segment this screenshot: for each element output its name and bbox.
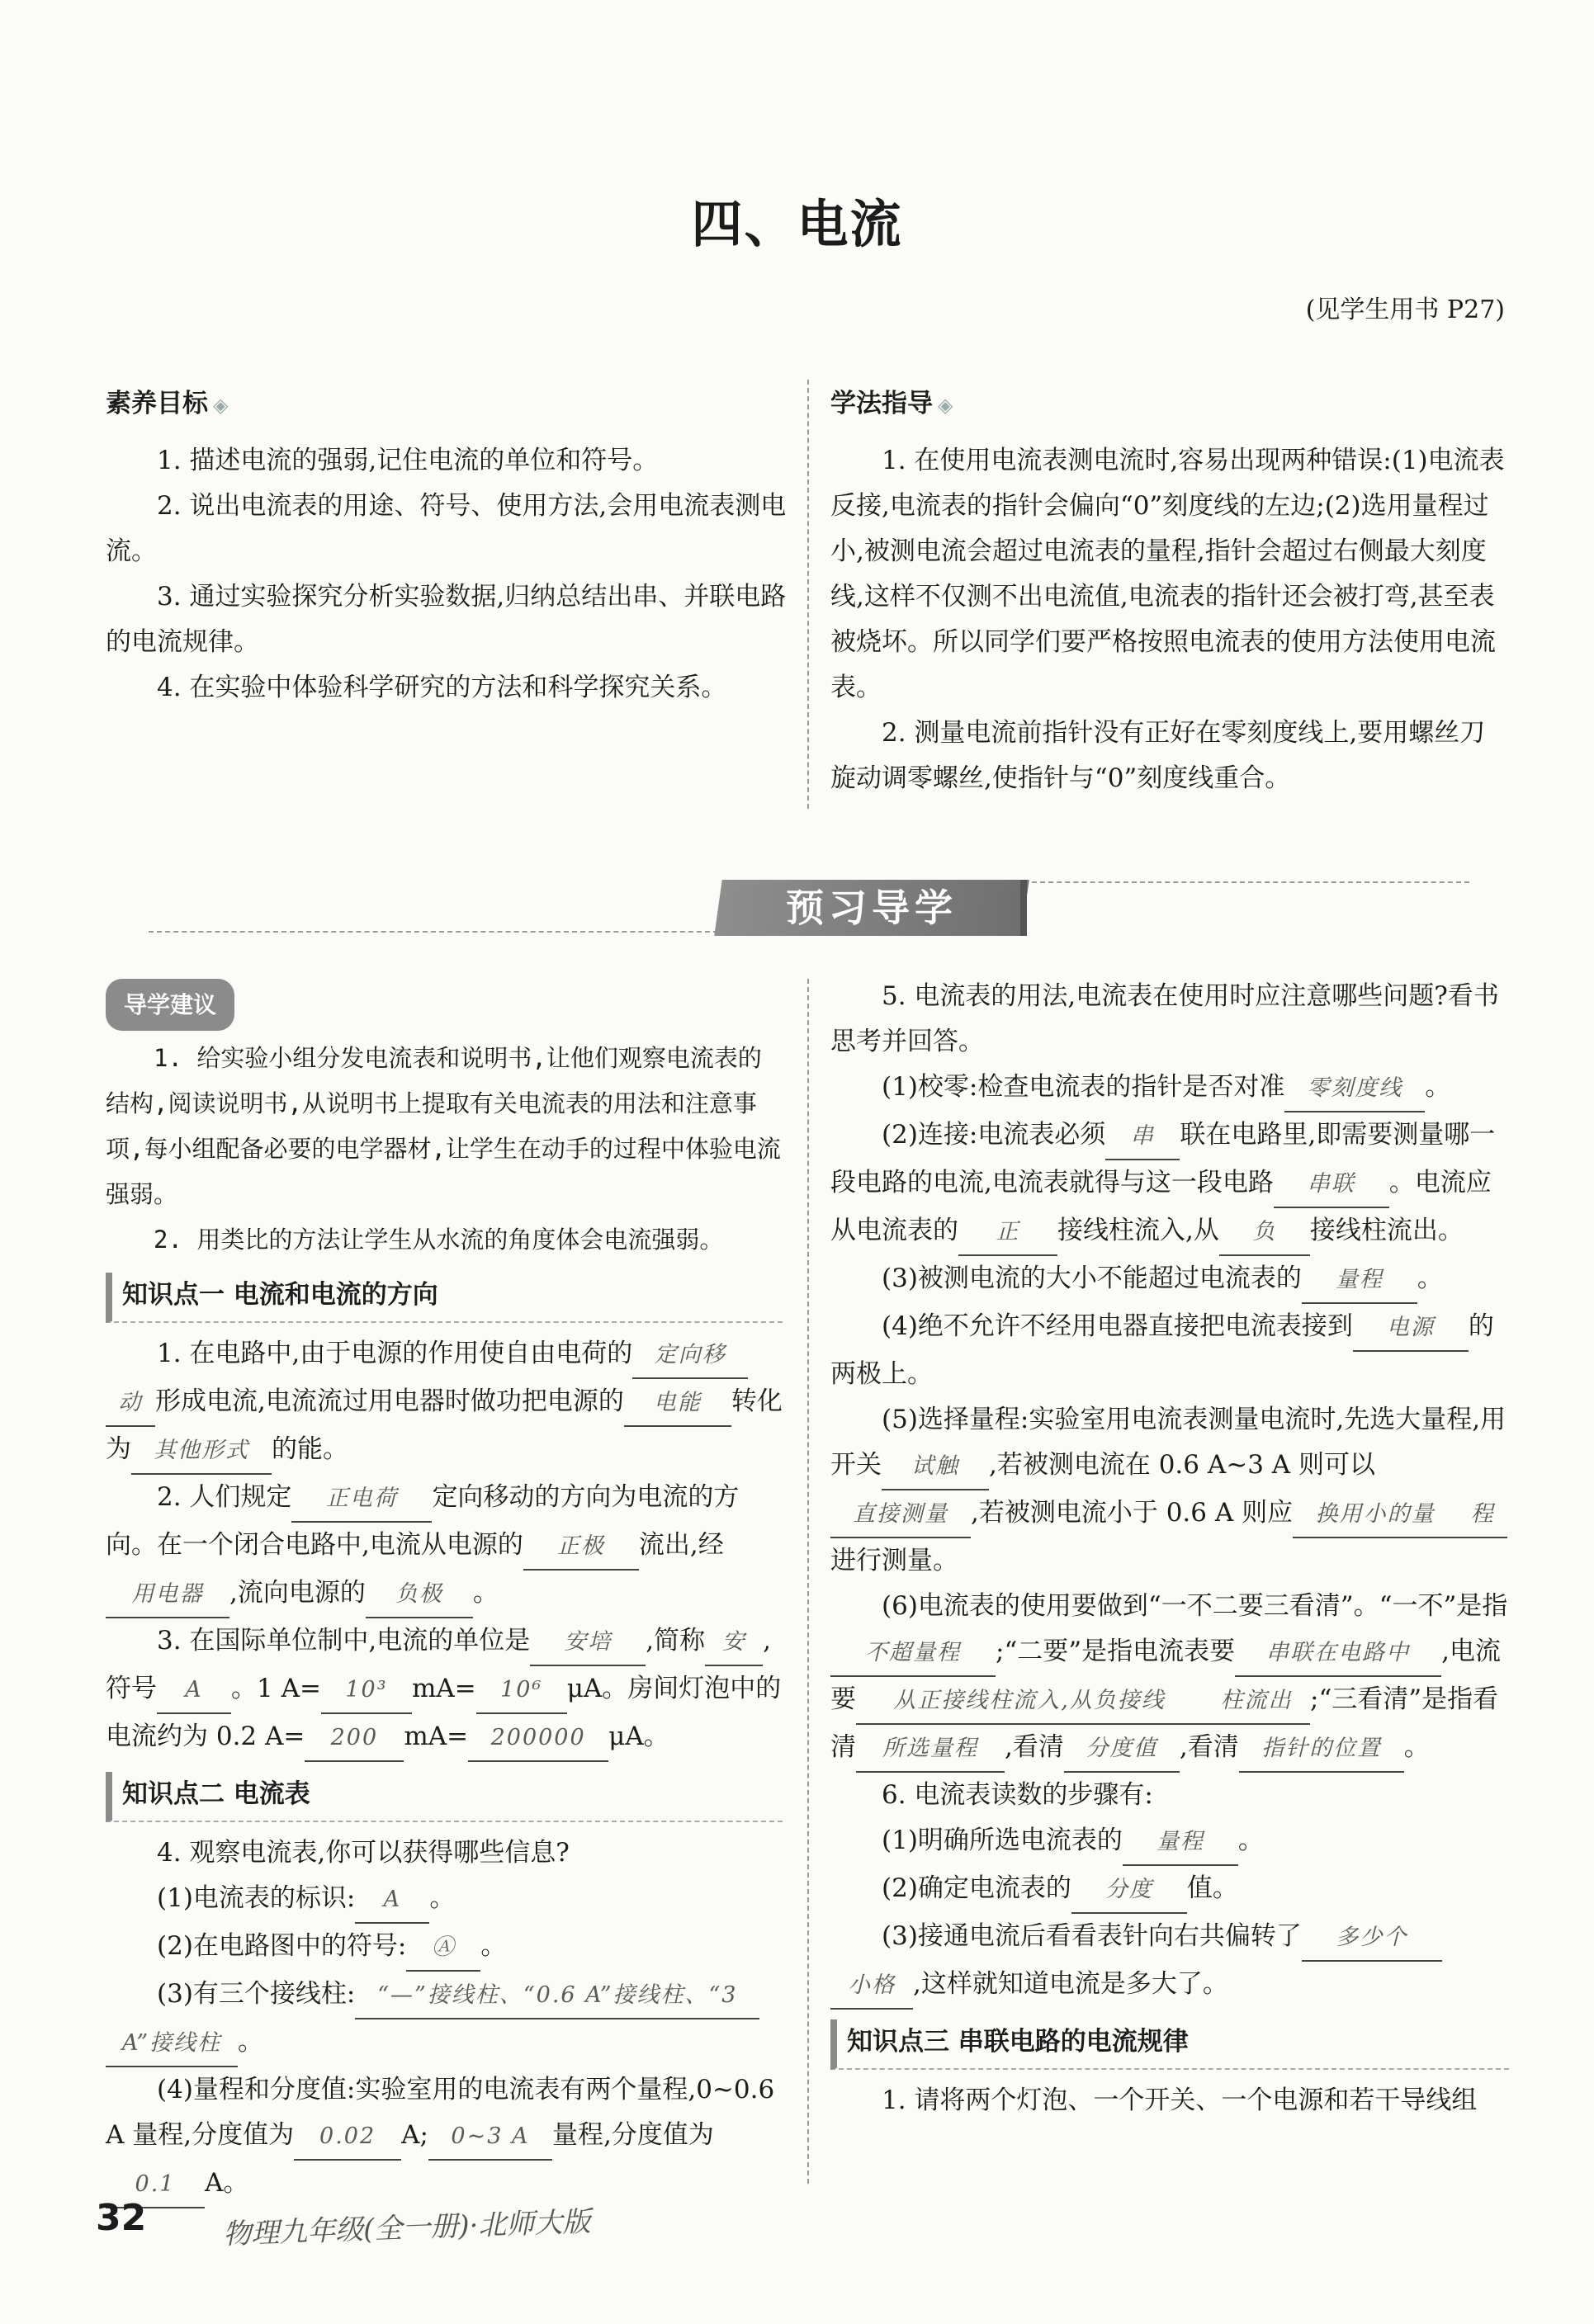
answer-blank: 200000	[468, 1715, 608, 1762]
answer-blank: 定向移	[632, 1332, 748, 1379]
answer-blank: 正极	[523, 1523, 639, 1571]
question-5-1: (1)校零:检查电流表的指针是否对准 零刻度线 。	[830, 1065, 1509, 1112]
knowledge-point-3: 知识点三 串联电路的电流规律	[830, 2019, 1509, 2070]
book-title-footer: 物理九年级(全一册)·北师大版	[222, 2205, 592, 2251]
question-4-2: (2)在电路图中的符号: Ⓐ 。	[106, 1924, 783, 1972]
answer-blank: 安	[705, 1619, 763, 1666]
question-4-3: (3)有三个接线柱: “—”接线柱、“0.6 A”接线柱、“3A”接线柱 。	[106, 1972, 783, 2067]
answer-blank: 零刻度线	[1284, 1065, 1425, 1112]
answer-blank: 用电器	[106, 1571, 229, 1618]
question-4: 4. 观察电流表,你可以获得哪些信息?	[157, 1838, 570, 1868]
answer-blank: 串联	[1274, 1161, 1389, 1208]
question-4-4: (4)量程和分度值:实验室用的电流表有两个量程,0~0.6 A 量程,分度值为 0.02 A; 0~3 A 量程,分度值为0.1 A。	[106, 2067, 783, 2208]
question-1: 1. 在电路中,由于电源的作用使自由电荷的 定向移动 形成电流,电流流过用电器时做功把电源的 电能 转化为 其他形式 的能。	[106, 1331, 783, 1475]
answer-blank: 所选量程	[856, 1726, 1005, 1773]
answer-blank: 0.02	[294, 2114, 401, 2161]
question-5-2: (2)连接:电流表必须 串 联在电路里,即需要测量哪一段电路的电流,电流表就得与这一段电路 串联 。电流应从电流表的 正 接线柱流入,从 负 接线柱流出。	[830, 1112, 1509, 1256]
answer-blank: 串	[1105, 1113, 1180, 1160]
right-column	[830, 974, 1509, 2123]
xuefa-section	[830, 381, 1509, 801]
banner-line	[149, 931, 718, 933]
answer-blank: 200	[305, 1715, 404, 1762]
question-7: 1. 请将两个灯泡、一个开关、一个电源和若干导线组	[882, 2085, 1478, 2115]
suyang-item: 2. 说出电流表的用途、符号、使用方法,会用电流表测电流。	[106, 491, 787, 566]
answer-blank: 电源	[1353, 1305, 1469, 1352]
answer-blank: 量程	[1123, 1819, 1238, 1866]
question-5: 5. 电流表的用法,电流表在使用时应注意哪些问题?看书思考并回答。	[830, 981, 1499, 1056]
answer-blank: 小格	[830, 1963, 913, 2010]
answer-blank: 分度值	[1064, 1726, 1180, 1773]
answer-blank: 10⁶	[476, 1667, 567, 1714]
xuefa-item: 1. 在使用电流表测电流时,容易出现两种错误:(1)电流表反接,电流表的指针会偏向“0”刻度线的左边;(2)选用量程过小,被测电流会超过电流表的量程,指针会超过右侧最大刻度线,这样不仅测不出电流值,电流表的指针还会被打弯,甚至表被烧坏。所以同学们要严格按照电流表的使用方法使用电流表。	[830, 446, 1505, 702]
question-4-1: (1)电流表的标识: A 。	[106, 1876, 783, 1924]
answer-blank: Ⓐ	[406, 1925, 480, 1972]
question-6: 6. 电流表读数的步骤有:	[882, 1780, 1153, 1810]
suyang-heading: 素养目标 ◈	[106, 381, 791, 428]
reference-note: (见学生用书 P27)	[1305, 295, 1505, 324]
suyang-item: 4. 在实验中体验科学研究的方法和科学探究关系。	[157, 673, 727, 702]
answer-blank: 串联在电路中	[1235, 1630, 1441, 1677]
answer-blank: 不超量程	[830, 1630, 996, 1677]
xuefa-heading: 学法指导 ◈	[830, 381, 1509, 428]
diamond-icon: ◈	[213, 394, 229, 417]
answer-blank: 动	[106, 1380, 155, 1427]
guide-tag: 导学建议	[106, 979, 234, 1031]
suyang-section	[106, 381, 791, 711]
answer-blank: 0.1	[106, 2161, 205, 2208]
xuefa-item: 2. 测量电流前指针没有正好在零刻度线上,要用螺丝刀旋动调零螺丝,使指针与“0”刻度线重合。	[830, 718, 1486, 793]
knowledge-point-2: 知识点二 电流表	[106, 1772, 783, 1822]
answer-blank: 正	[958, 1209, 1057, 1256]
guide-paragraph: 2. 用类比的方法让学生从水流的角度体会电流强弱。	[154, 1226, 724, 1254]
guide-paragraph: 1. 给实验小组分发电流表和说明书,让他们观察电流表的结构,阅读说明书,从说明书上提取有关电流表的用法和注意事项,每小组配备必要的电学器材,让学生在动手的过程中体验电流强弱。	[106, 1044, 781, 1208]
answer-blank: A	[355, 1877, 429, 1924]
answer-blank: 换用小的量	[1293, 1491, 1458, 1538]
answer-blank: 程	[1458, 1491, 1507, 1538]
answer-blank: 量程	[1302, 1257, 1417, 1304]
question-6-1: (1)明确所选电流表的 量程 。	[830, 1818, 1509, 1866]
question-6-2: (2)确定电流表的 分度 值。	[830, 1866, 1509, 1914]
answer-blank: 指针的位置	[1239, 1726, 1404, 1773]
diamond-icon: ◈	[938, 394, 953, 417]
question-5-4: (4)绝不允许不经用电器直接把电流表接到 电源 的两极上。	[830, 1304, 1509, 1397]
question-3: 3. 在国际单位制中,电流的单位是 安培 ,简称 安 ,符号 A 。1 A= 10³ mA= 10⁶ μA。房间灯泡中的电流约为 0.2 A= 200 mA= 200000 μA。	[106, 1618, 783, 1762]
answer-blank: 电能	[624, 1380, 731, 1427]
column-divider-top	[807, 380, 809, 809]
answer-blank: 从正接线柱流入,从负接线	[856, 1678, 1203, 1725]
answer-blank: A”接线柱	[106, 2020, 238, 2067]
answer-blank: 直接测量	[830, 1491, 971, 1538]
left-column	[106, 979, 783, 2208]
answer-blank: 安培	[530, 1619, 646, 1666]
answer-blank: A	[157, 1667, 231, 1714]
answer-blank: 正电荷	[291, 1476, 432, 1523]
banner-bar	[1020, 880, 1027, 936]
knowledge-point-1: 知识点一 电流和电流的方向	[106, 1273, 783, 1323]
question-5-3: (3)被测电流的大小不能超过电流表的 量程 。	[830, 1256, 1509, 1304]
page-title: 四、电流	[691, 194, 903, 254]
section-banner: 预习导学	[714, 880, 1029, 936]
answer-blank: 负极	[366, 1571, 473, 1618]
answer-blank: 负	[1219, 1209, 1310, 1256]
suyang-item: 3. 通过实验探究分析实验数据,归纳总结出串、并联电路的电流规律。	[106, 582, 787, 657]
question-5-5: (5)选择量程:实验室用电流表测量电流时,先选大量程,用开关 试触 ,若被测电流在 0.6 A~3 A 则可以直接测量 ,若被测电流小于 0.6 A 则应 换用小的量 程进行测量。	[830, 1397, 1509, 1584]
answer-blank: 其他形式	[131, 1428, 272, 1475]
question-6-3: (3)接通电流后看看表针向右共偏转了 多少个小格 ,这样就知道电流是多大了。	[830, 1914, 1509, 2010]
page-number: 32	[96, 2197, 147, 2239]
answer-blank: “—”接线柱、“0.6 A”接线柱、“3	[355, 1972, 759, 2019]
answer-blank: 多少个	[1302, 1915, 1442, 1962]
answer-blank: 柱流出	[1203, 1678, 1310, 1725]
question-2: 2. 人们规定 正电荷 定向移动的方向为电流的方向。在一个闭合电路中,电流从电源的 正极 流出,经用电器 ,流向电源的 负极 。	[106, 1475, 783, 1618]
answer-blank: 10³	[321, 1667, 412, 1714]
banner-line	[1032, 881, 1469, 883]
question-5-6: (6)电流表的使用要做到“一不二要三看清”。“一不”是指不超量程 ;“二要”是指电流表要 串联在电路中 ,电流要 从正接线柱流入,从负接线 柱流出 ;“三看清”是指看清 所选量程 ,看清 分度值 ,看清 指针的位置 。	[830, 1584, 1509, 1773]
answer-blank: 分度	[1071, 1867, 1187, 1914]
column-divider-bottom	[807, 979, 809, 2184]
answer-blank: 试触	[882, 1443, 989, 1490]
answer-blank: 0~3 A	[428, 2114, 552, 2161]
suyang-item: 1. 描述电流的强弱,记住电流的单位和符号。	[157, 446, 659, 475]
